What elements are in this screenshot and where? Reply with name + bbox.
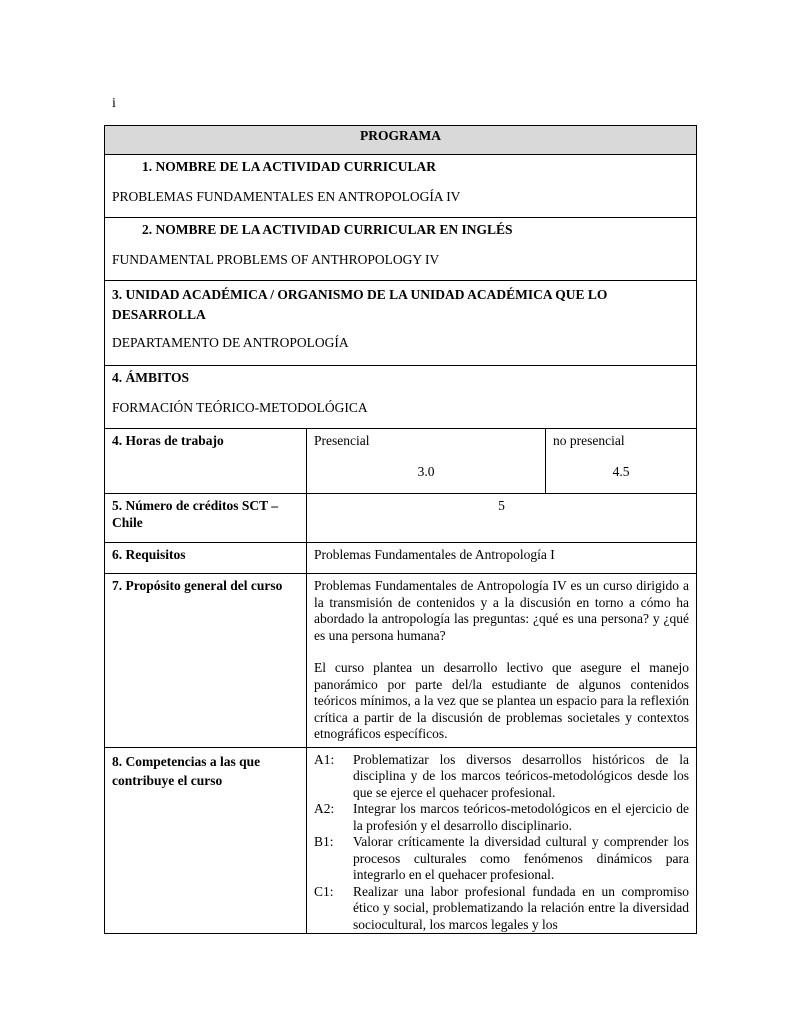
presencial-value: 3.0 (417, 463, 435, 479)
credits-row (105, 494, 697, 543)
section-2-value: FUNDAMENTAL PROBLEMS OF ANTHROPOLOGY IV (112, 251, 440, 267)
credits-value: 5 (307, 494, 697, 543)
section-unit-row (105, 281, 697, 366)
section-1-title: 1. NOMBRE DE LA ACTIVIDAD CURRICULAR (142, 159, 437, 174)
competency-item (314, 884, 689, 934)
presencial-label: Presencial (314, 433, 370, 448)
no-presencial-label: no presencial (553, 433, 625, 448)
competency-item (314, 801, 689, 834)
requirements-label: 6. Requisitos (105, 543, 307, 574)
competency-text: Valorar críticamente la diversidad cultural y comprender los procesos culturales como fenómenos dinámicos para integrarlo en el quehacer profesional. (353, 834, 689, 882)
competency-code: C1: (314, 883, 334, 899)
section-3-value: DEPARTAMENTO DE ANTROPOLOGÍA (112, 335, 349, 350)
competency-text: Integrar los marcos teóricos-metodológicos en el ejercicio de la profesión y el desarrollo disciplinario. (353, 801, 689, 833)
hours-row (105, 429, 697, 494)
requirements-row (105, 543, 697, 574)
section-4-value: FORMACIÓN TEÓRICO-METODOLÓGICA (112, 399, 368, 415)
competency-item (314, 834, 689, 884)
section-english-name-row (105, 218, 697, 281)
section-scope-row (105, 366, 697, 429)
program-header: PROGRAMA (105, 126, 697, 155)
page-marker: i (112, 96, 116, 111)
requirements-value: Problemas Fundamentales de Antropología I (307, 543, 697, 574)
competency-code: B1: (314, 834, 334, 849)
competency-text: Realizar una labor profesional fundada en un compromiso ético y social, problematizando la relación entre la diversidad sociocultural, los marcos legales y los (353, 883, 689, 932)
competency-text: Problematizar los diversos desarrollos históricos de la disciplina y de los marcos teóricos-metodológicos desde los que se ejerce el quehacer profesional. (353, 751, 689, 800)
section-2-title: 2. NOMBRE DE LA ACTIVIDAD CURRICULAR EN INGLÉS (142, 222, 513, 237)
hours-label: 4. Horas de trabajo (105, 429, 307, 494)
credits-label: 5. Número de créditos SCT – Chile (105, 494, 307, 543)
competencies-label: 8. Competencias a las que contribuye el curso (105, 747, 307, 934)
competencies-row (105, 747, 697, 934)
section-3-title: 3. UNIDAD ACADÉMICA / ORGANISMO DE LA UNIDAD ACADÉMICA QUE LO DESARROLLA (112, 287, 608, 322)
section-4-title: 4. ÁMBITOS (112, 370, 190, 385)
section-name-row (105, 155, 697, 218)
section-1-value: PROBLEMAS FUNDAMENTALES EN ANTROPOLOGÍA IV (112, 188, 461, 204)
purpose-row (105, 574, 697, 748)
competency-code: A2: (314, 801, 335, 816)
purpose-label: 7. Propósito general del curso (105, 574, 307, 748)
header-row (105, 126, 697, 155)
purpose-paragraph-2: El curso plantea un desarrollo lectivo que asegure el manejo panorámico por parte del/la estudiante de algunos contenidos teóricos mínimos, a la vez que se plantea un espacio para la reflexión crítica a partir de la discusión de problemas societales y contextos etnográficos específicos. (314, 660, 689, 741)
purpose-paragraph-1: Problemas Fundamentales de Antropología IV es un curso dirigido a la transmisión de contenidos y a la discusión en torno a cómo ha abordado la antropología las preguntas: ¿qué es una persona? y ¿qué es una persona humana? (314, 578, 689, 643)
program-table (104, 125, 697, 934)
competency-item (314, 752, 689, 802)
no-presencial-value: 4.5 (612, 463, 630, 479)
competency-code: A1: (314, 751, 335, 767)
